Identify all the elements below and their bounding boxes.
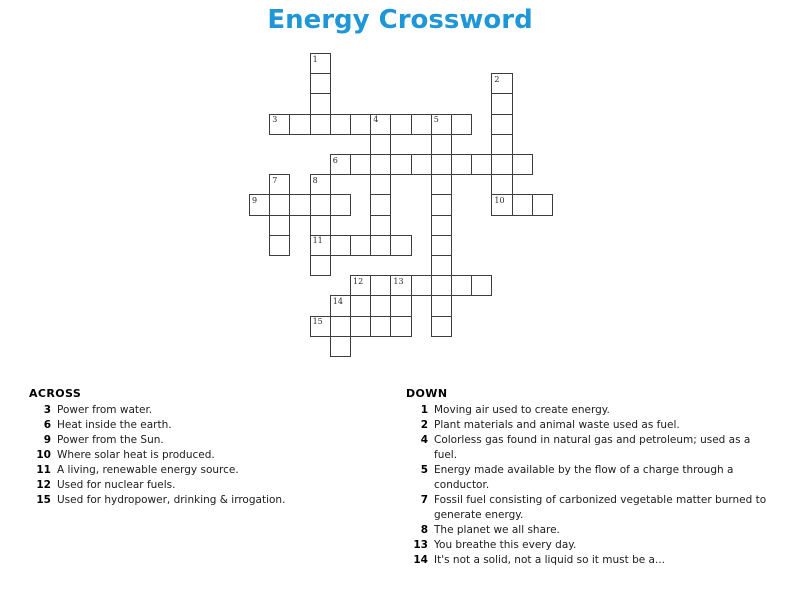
clue-number: 14 bbox=[413, 554, 428, 566]
grid-cell-r12c5[interactable] bbox=[350, 295, 371, 316]
grid-cell-r7c2[interactable] bbox=[289, 194, 310, 215]
grid-cell-r9c6[interactable] bbox=[370, 235, 391, 256]
grid-cell-r13c6[interactable] bbox=[370, 316, 391, 337]
grid-cell-r11c5[interactable] bbox=[350, 275, 371, 296]
clue-text: Heat inside the earth. bbox=[57, 419, 172, 431]
cell-number-14: 14 bbox=[332, 296, 343, 306]
grid-cell-r4c6[interactable] bbox=[370, 134, 391, 155]
grid-cell-r7c3[interactable] bbox=[310, 194, 331, 215]
grid-cell-r7c0[interactable] bbox=[249, 194, 270, 215]
clue-across-12 bbox=[29, 478, 394, 493]
clue-text: Used for nuclear fuels. bbox=[57, 479, 176, 491]
grid-cell-r11c6[interactable] bbox=[370, 275, 391, 296]
clue-text: The planet we all share. bbox=[434, 524, 560, 536]
across-clue-list bbox=[29, 403, 394, 508]
grid-cell-r13c3[interactable] bbox=[310, 316, 331, 337]
cell-number-5: 5 bbox=[433, 115, 439, 125]
grid-cell-r9c3[interactable] bbox=[310, 235, 331, 256]
cell-number-4: 4 bbox=[373, 115, 379, 125]
page-title: Energy Crossword bbox=[267, 5, 533, 35]
cell-number-11: 11 bbox=[312, 236, 323, 246]
grid-cell-r2c3[interactable] bbox=[310, 93, 331, 114]
clue-number: 12 bbox=[36, 479, 51, 491]
clue-text: Energy made available by the flow of a charge through a conductor. bbox=[434, 464, 734, 491]
grid-cell-r13c7[interactable] bbox=[390, 316, 411, 337]
clue-across-3 bbox=[29, 403, 394, 418]
grid-cell-r7c4[interactable] bbox=[330, 194, 351, 215]
grid-cell-r14c4[interactable] bbox=[330, 336, 351, 357]
grid-cell-r9c4[interactable] bbox=[330, 235, 351, 256]
cell-number-13: 13 bbox=[393, 276, 404, 286]
cell-number-2: 2 bbox=[494, 74, 500, 84]
clue-down-4 bbox=[406, 433, 786, 463]
cell-number-1: 1 bbox=[312, 54, 318, 64]
across-heading: ACROSS bbox=[29, 387, 82, 400]
clue-text: Moving air used to create energy. bbox=[434, 404, 610, 416]
clue-number: 4 bbox=[420, 434, 428, 446]
grid-cell-r4c12[interactable] bbox=[491, 134, 512, 155]
grid-cell-r3c3[interactable] bbox=[310, 114, 331, 135]
grid-cell-r7c14[interactable] bbox=[532, 194, 553, 215]
grid-cell-r5c11[interactable] bbox=[471, 154, 492, 175]
clue-down-14 bbox=[406, 553, 786, 568]
grid-cell-r3c1[interactable] bbox=[269, 114, 290, 135]
clue-text: Used for hydropower, drinking & irrogation. bbox=[57, 494, 286, 506]
grid-cell-r3c4[interactable] bbox=[330, 114, 351, 135]
clue-text: Plant materials and animal waste used as fuel. bbox=[434, 419, 680, 431]
clue-text: A living, renewable energy source. bbox=[57, 464, 239, 476]
grid-cell-r11c11[interactable] bbox=[471, 275, 492, 296]
cell-number-3: 3 bbox=[272, 115, 278, 125]
grid-cell-r5c9[interactable] bbox=[431, 154, 452, 175]
grid-cell-r6c9[interactable] bbox=[431, 174, 452, 195]
clue-number: 11 bbox=[36, 464, 51, 476]
grid-cell-r7c12[interactable] bbox=[491, 194, 512, 215]
grid-cell-r13c4[interactable] bbox=[330, 316, 351, 337]
clue-text: You breathe this every day. bbox=[434, 539, 577, 551]
down-clue-list bbox=[406, 403, 786, 568]
grid-cell-r6c6[interactable] bbox=[370, 174, 391, 195]
grid-cell-r7c1[interactable] bbox=[269, 194, 290, 215]
grid-cell-r5c13[interactable] bbox=[512, 154, 533, 175]
grid-cell-r11c8[interactable] bbox=[411, 275, 432, 296]
grid-cell-r3c8[interactable] bbox=[411, 114, 432, 135]
grid-cell-r3c9[interactable] bbox=[431, 114, 452, 135]
down-clues-section bbox=[406, 387, 786, 568]
cell-number-8: 8 bbox=[312, 175, 318, 185]
grid-cell-r13c9[interactable] bbox=[431, 316, 452, 337]
grid-cell-r11c9[interactable] bbox=[431, 275, 452, 296]
clue-text: It's not a solid, not a liquid so it must be a... bbox=[434, 554, 665, 566]
clue-number: 15 bbox=[36, 494, 51, 506]
grid-cell-r5c7[interactable] bbox=[390, 154, 411, 175]
grid-cell-r5c12[interactable] bbox=[491, 154, 512, 175]
clue-number: 6 bbox=[43, 419, 51, 431]
grid-cell-r7c13[interactable] bbox=[512, 194, 533, 215]
clue-down-1 bbox=[406, 403, 786, 418]
cell-number-6: 6 bbox=[332, 155, 338, 165]
grid-cell-r4c9[interactable] bbox=[431, 134, 452, 155]
across-clues-section bbox=[29, 387, 394, 508]
grid-cell-r10c3[interactable] bbox=[310, 255, 331, 276]
clue-text: Fossil fuel consisting of carbonized vegetable matter burned to generate energy. bbox=[434, 494, 767, 521]
clue-number: 10 bbox=[36, 449, 51, 461]
clue-number: 2 bbox=[420, 419, 428, 431]
grid-cell-r9c9[interactable] bbox=[431, 235, 452, 256]
grid-cell-r11c10[interactable] bbox=[451, 275, 472, 296]
grid-cell-r9c5[interactable] bbox=[350, 235, 371, 256]
clue-across-9 bbox=[29, 433, 394, 448]
grid-cell-r8c6[interactable] bbox=[370, 215, 391, 236]
clue-number: 5 bbox=[420, 464, 428, 476]
grid-cell-r7c6[interactable] bbox=[370, 194, 391, 215]
clue-number: 3 bbox=[43, 404, 51, 416]
clue-text: Where solar heat is produced. bbox=[57, 449, 215, 461]
clue-text: Power from water. bbox=[57, 404, 153, 416]
cell-number-15: 15 bbox=[312, 317, 323, 327]
grid-cell-r6c3[interactable] bbox=[310, 174, 331, 195]
clue-across-6 bbox=[29, 418, 394, 433]
clue-number: 13 bbox=[413, 539, 428, 551]
grid-cell-r5c10[interactable] bbox=[451, 154, 472, 175]
grid-cell-r10c9[interactable] bbox=[431, 255, 452, 276]
grid-cell-r5c6[interactable] bbox=[370, 154, 391, 175]
clue-across-10 bbox=[29, 448, 394, 463]
grid-cell-r5c5[interactable] bbox=[350, 154, 371, 175]
grid-cell-r3c6[interactable] bbox=[370, 114, 391, 135]
grid-cell-r8c1[interactable] bbox=[269, 215, 290, 236]
clue-text: Power from the Sun. bbox=[57, 434, 164, 446]
down-heading: DOWN bbox=[406, 387, 448, 400]
clue-text: Colorless gas found in natural gas and petroleum; used as a fuel. bbox=[434, 434, 751, 461]
grid-cell-r3c5[interactable] bbox=[350, 114, 371, 135]
grid-cell-r1c12[interactable] bbox=[491, 73, 512, 94]
grid-cell-r11c7[interactable] bbox=[390, 275, 411, 296]
clue-number: 7 bbox=[420, 494, 428, 506]
cell-number-12: 12 bbox=[353, 276, 364, 286]
grid-cell-r13c5[interactable] bbox=[350, 316, 371, 337]
clue-down-7 bbox=[406, 493, 786, 523]
clue-number: 1 bbox=[420, 404, 428, 416]
cell-number-9: 9 bbox=[252, 195, 258, 205]
grid-cell-r5c8[interactable] bbox=[411, 154, 432, 175]
clue-down-8 bbox=[406, 523, 786, 538]
clue-number: 9 bbox=[43, 434, 51, 446]
grid-cell-r12c7[interactable] bbox=[390, 295, 411, 316]
grid-cell-r6c12[interactable] bbox=[491, 174, 512, 195]
grid-cell-r8c9[interactable] bbox=[431, 215, 452, 236]
grid-cell-r12c9[interactable] bbox=[431, 295, 452, 316]
grid-cell-r9c7[interactable] bbox=[390, 235, 411, 256]
grid-cell-r2c12[interactable] bbox=[491, 93, 512, 114]
grid-cell-r1c3[interactable] bbox=[310, 73, 331, 94]
grid-cell-r3c10[interactable] bbox=[451, 114, 472, 135]
clue-across-15 bbox=[29, 493, 394, 508]
grid-cell-r9c1[interactable] bbox=[269, 235, 290, 256]
cell-number-10: 10 bbox=[494, 195, 505, 205]
grid-cell-r5c4[interactable] bbox=[330, 154, 351, 175]
cell-number-7: 7 bbox=[272, 175, 278, 185]
clue-down-13 bbox=[406, 538, 786, 553]
grid-cell-r6c1[interactable] bbox=[269, 174, 290, 195]
clue-across-11 bbox=[29, 463, 394, 478]
grid-cell-r3c7[interactable] bbox=[390, 114, 411, 135]
grid-cell-r8c3[interactable] bbox=[310, 215, 331, 236]
grid-cell-r3c2[interactable] bbox=[289, 114, 310, 135]
grid-cell-r3c12[interactable] bbox=[491, 114, 512, 135]
grid-cell-r12c4[interactable] bbox=[330, 295, 351, 316]
clue-number: 8 bbox=[420, 524, 428, 536]
clue-down-2 bbox=[406, 418, 786, 433]
grid-cell-r7c9[interactable] bbox=[431, 194, 452, 215]
grid-cell-r12c6[interactable] bbox=[370, 295, 391, 316]
grid-cell-r0c3[interactable] bbox=[310, 53, 331, 74]
clue-down-5 bbox=[406, 463, 786, 493]
